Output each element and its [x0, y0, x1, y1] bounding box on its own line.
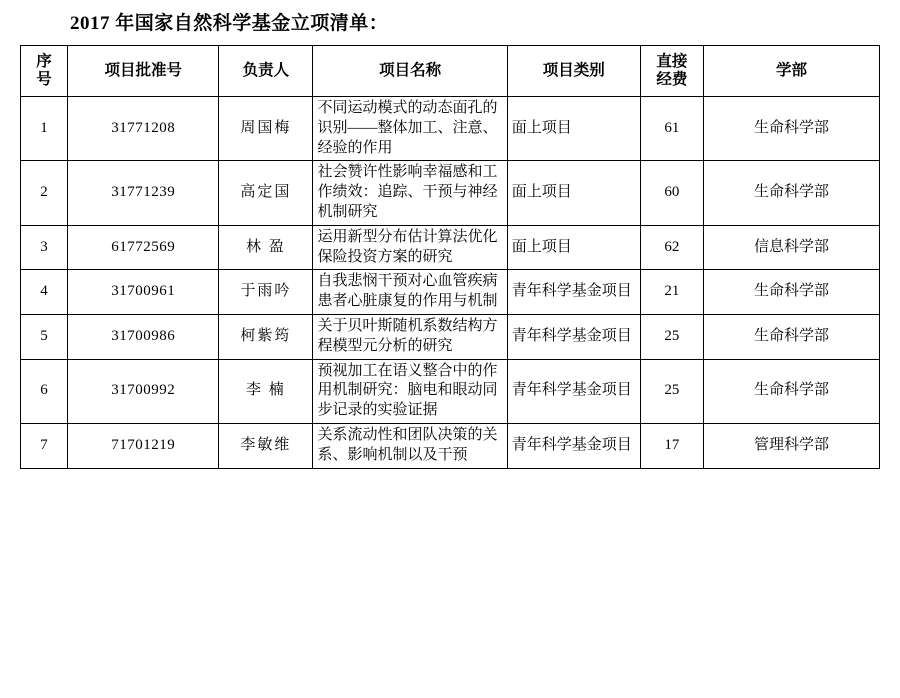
cell-name: 社会赞许性影响幸福感和工作绩效：追踪、干预与神经机制研究 [313, 161, 507, 225]
table-row [21, 161, 880, 225]
cell-name: 关于贝叶斯随机系数结构方程模型元分析的研究 [313, 314, 507, 359]
column-header-project-code: 项目批准号 [68, 46, 219, 97]
cell-department: 管理科学部 [704, 423, 880, 468]
cell-department: 生命科学部 [704, 270, 880, 315]
cell-sequence: 3 [21, 225, 68, 270]
cell-type: 青年科学基金项目 [507, 359, 640, 423]
table-row [21, 270, 880, 315]
table-row [21, 225, 880, 270]
column-header-department: 学部 [704, 46, 880, 97]
cell-department: 生命科学部 [704, 97, 880, 161]
cell-type: 面上项目 [507, 225, 640, 270]
cell-type: 青年科学基金项目 [507, 314, 640, 359]
cell-name: 运用新型分布估计算法优化保险投资方案的研究 [313, 225, 507, 270]
cell-type: 青年科学基金项目 [507, 423, 640, 468]
cell-code: 31700961 [68, 270, 219, 315]
column-header-principal-investigator: 负责人 [219, 46, 313, 97]
cell-name: 关系流动性和团队决策的关系、影响机制以及干预 [313, 423, 507, 468]
cell-code: 31771239 [68, 161, 219, 225]
cell-code: 71701219 [68, 423, 219, 468]
cell-funding: 62 [640, 225, 703, 270]
table-row [21, 359, 880, 423]
page-title: 2017 年国家自然科学基金立项清单： [70, 13, 389, 34]
cell-name: 自我悲悯干预对心血管疾病患者心脏康复的作用与机制 [313, 270, 507, 315]
cell-funding: 60 [640, 161, 703, 225]
cell-funding: 21 [640, 270, 703, 315]
table-header-row [21, 46, 880, 97]
column-header-direct-funding-line1: 直接 [656, 53, 688, 71]
cell-department: 生命科学部 [704, 161, 880, 225]
column-header-direct-funding-line2: 经费 [656, 71, 688, 88]
cell-sequence: 6 [21, 359, 68, 423]
cell-person: 于雨吟 [219, 270, 313, 315]
cell-code: 31771208 [68, 97, 219, 161]
cell-sequence: 1 [21, 97, 68, 161]
cell-funding: 25 [640, 359, 703, 423]
cell-code: 31700992 [68, 359, 219, 423]
cell-department: 生命科学部 [704, 359, 880, 423]
cell-person: 高定国 [219, 161, 313, 225]
cell-person: 李敏维 [219, 423, 313, 468]
cell-sequence: 7 [21, 423, 68, 468]
column-header-project-name: 项目名称 [313, 46, 507, 97]
table-row [21, 423, 880, 468]
cell-name: 预视加工在语义整合中的作用机制研究：脑电和眼动同步记录的实验证据 [313, 359, 507, 423]
table-row [21, 97, 880, 161]
cell-department: 信息科学部 [704, 225, 880, 270]
cell-person: 林 盈 [219, 225, 313, 270]
cell-person: 柯紫筠 [219, 314, 313, 359]
cell-code: 31700986 [68, 314, 219, 359]
column-header-sequence-line2: 号 [36, 71, 52, 88]
cell-code: 61772569 [68, 225, 219, 270]
cell-sequence: 2 [21, 161, 68, 225]
cell-funding: 17 [640, 423, 703, 468]
column-header-project-type: 项目类别 [507, 46, 640, 97]
grant-list-table [20, 45, 880, 469]
cell-funding: 61 [640, 97, 703, 161]
column-header-direct-funding [640, 46, 703, 97]
cell-sequence: 4 [21, 270, 68, 315]
cell-type: 面上项目 [507, 161, 640, 225]
cell-name: 不同运动模式的动态面孔的识别——整体加工、注意、经验的作用 [313, 97, 507, 161]
cell-person: 周国梅 [219, 97, 313, 161]
table-row [21, 314, 880, 359]
cell-sequence: 5 [21, 314, 68, 359]
column-header-sequence-line1: 序 [36, 53, 52, 71]
cell-type: 青年科学基金项目 [507, 270, 640, 315]
cell-person: 李 楠 [219, 359, 313, 423]
cell-type: 面上项目 [507, 97, 640, 161]
column-header-sequence [21, 46, 68, 97]
cell-department: 生命科学部 [704, 314, 880, 359]
cell-funding: 25 [640, 314, 703, 359]
table-body [21, 97, 880, 469]
